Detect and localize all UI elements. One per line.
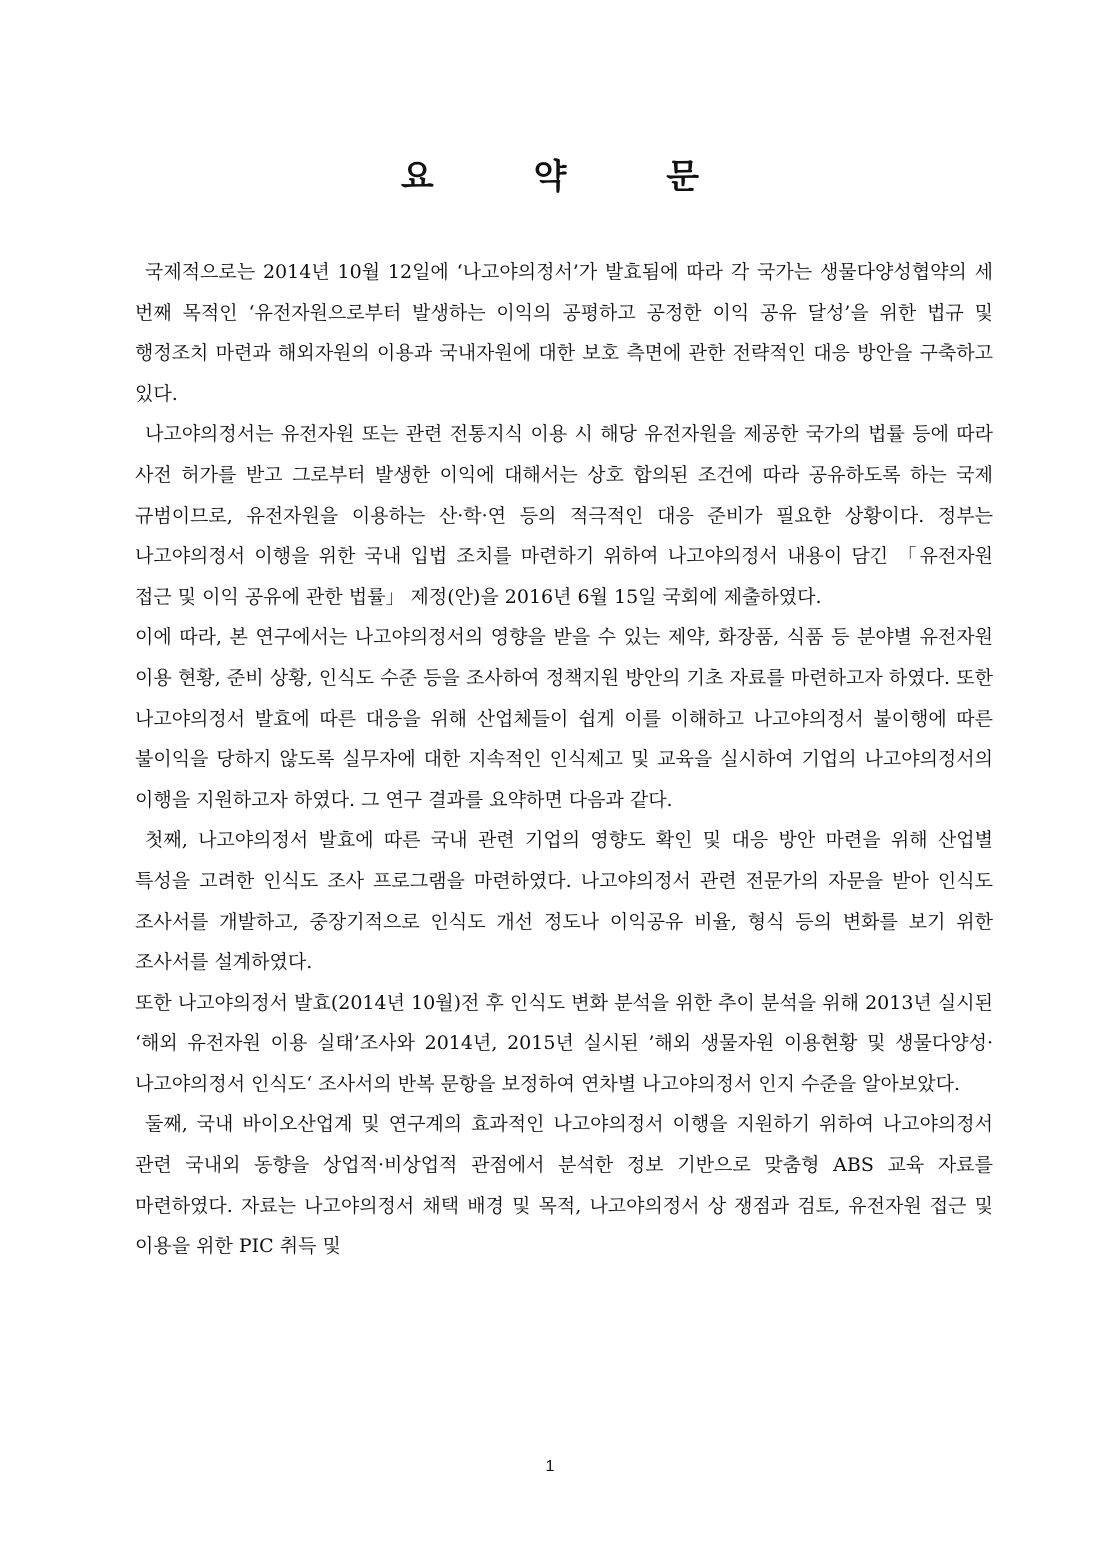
paragraph: 이에 따라, 본 연구에서는 나고야의정서의 영향을 받을 수 있는 제약, 화장품, 식품 등 분야별 유전자원 이용 현황, 준비 상황, 인식도 수준 등을 조사하여 정책지원 방안의 기초 자료를 마련하고자 하였다. 또한 나고야의정서 발효에 따른 대응을 위해 산업체들이 쉽게 이를 이해하고 나고야의정서 불이행에 따른 불이익을 당하지 않도록 실무자에 대한 지속적인 인식제고 및 교육을 실시하여 기업의 나고야의정서의 이행을 지원하고자 하였다. 그 연구 결과를 요약하면 다음과 같다. xyxy=(135,626,993,811)
paragraph: 둘째, 국내 바이오산업계 및 연구계의 효과적인 나고야의정서 이행을 지원하기 위하여 나고야의정서 관련 국내외 동향을 상업적·비상업적 관점에서 분석한 정보 기반으로 맞춤형 ABS 교육 자료를 마련하였다. 자료는 나고야의정서 채택 배경 및 목적, 나고야의정서 상 쟁점과 검토, 유전자원 접근 및 이용을 위한 PIC 취득 및 xyxy=(135,1113,993,1258)
summary-body xyxy=(135,252,993,1267)
paragraph: 나고야의정서는 유전자원 또는 관련 전통지식 이용 시 해당 유전자원을 제공한 국가의 법률 등에 따라 사전 허가를 받고 그로부터 발생한 이익에 대해서는 상호 합의된 조건에 따라 공유하도록 하는 국제 규범이므로, 유전자원을 이용하는 산·학·연 등의 적극적인 대응 준비가 필요한 상황이다. 정부는 나고야의정서 이행을 위한 국내 입법 조치를 마련하기 위하여 나고야의정서 내용이 담긴 「유전자원 접근 및 이익 공유에 관한 법률」 제정(안)을 2016년 6월 15일 국회에 제출하였다. xyxy=(135,423,993,608)
paragraph: 첫째, 나고야의정서 발효에 따른 국내 관련 기업의 영향도 확인 및 대응 방안 마련을 위해 산업별 특성을 고려한 인식도 조사 프로그램을 마련하였다. 나고야의정서 관련 전문가의 자문을 받아 인식도 조사서를 개발하고, 중장기적으로 인식도 개선 정도나 이익공유 비율, 형식 등의 변화를 보기 위한 조사서를 설계하였다. xyxy=(135,829,993,974)
paragraph: 국제적으로는 2014년 10월 12일에 ‘나고야의정서’가 발효됨에 따라 각 국가는 생물다양성협약의 세 번째 목적인 ‘유전자원으로부터 발생하는 이익의 공평하고 공정한 이익 공유 달성’을 위한 법규 및 행정조치 마련과 해외자원의 이용과 국내자원에 대한 보호 측면에 관한 전략적인 대응 방안을 구축하고 있다. xyxy=(135,261,993,405)
page-title: 요 약 문 xyxy=(400,157,744,197)
page-number: 1 xyxy=(545,1458,555,1475)
paragraph: 또한 나고야의정서 발효(2014년 10월)전 후 인식도 변화 분석을 위한 추이 분석을 위해 2013년 실시된 ‘해외 유전자원 이용 실태’조사와 2014년, 2015년 실시된 ’해외 생물자원 이용현황 및 생물다양성·나고야의정서 인식도‘ 조사서의 반복 문항을 보정하여 연차별 나고야의정서 인지 수준을 알아보았다. xyxy=(135,991,993,1095)
